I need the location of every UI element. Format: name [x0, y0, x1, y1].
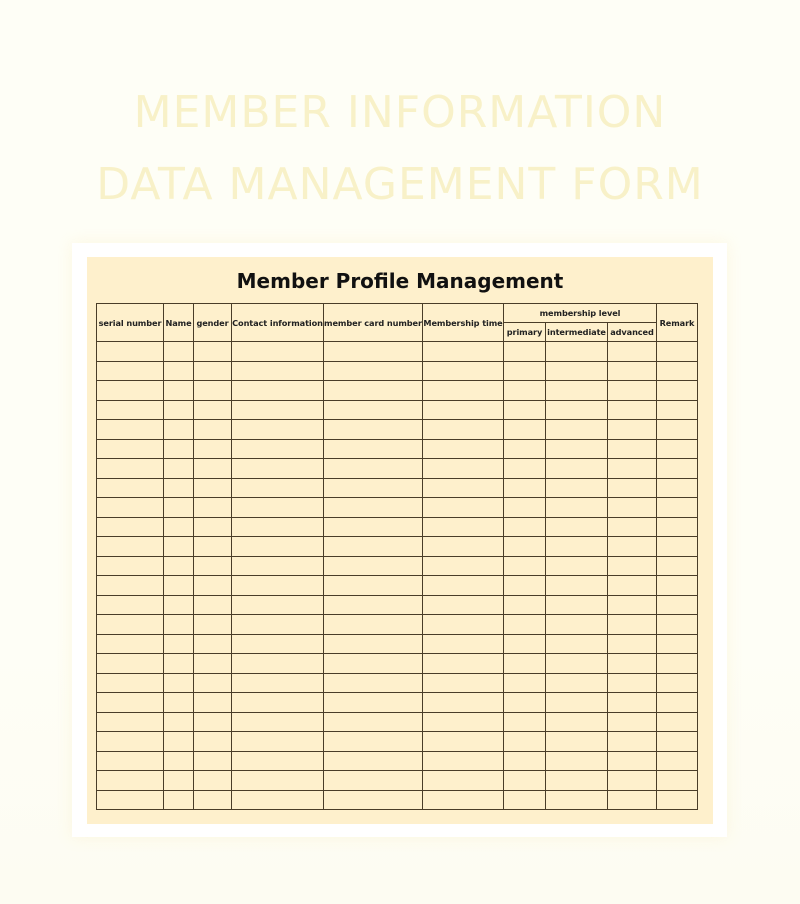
cell-serial-number[interactable]: [97, 634, 164, 654]
cell-member-card-number[interactable]: [324, 478, 423, 498]
cell-membership-time[interactable]: [423, 381, 504, 401]
cell-remark[interactable]: [657, 342, 698, 362]
cell-serial-number[interactable]: [97, 478, 164, 498]
cell-intermediate[interactable]: [546, 634, 608, 654]
cell-contact-information[interactable]: [232, 634, 324, 654]
cell-gender[interactable]: [194, 615, 232, 635]
cell-contact-information[interactable]: [232, 673, 324, 693]
cell-name[interactable]: [164, 381, 194, 401]
cell-name[interactable]: [164, 498, 194, 518]
cell-advanced[interactable]: [608, 400, 657, 420]
cell-contact-information[interactable]: [232, 498, 324, 518]
cell-remark[interactable]: [657, 673, 698, 693]
cell-serial-number[interactable]: [97, 771, 164, 791]
cell-name[interactable]: [164, 439, 194, 459]
cell-member-card-number[interactable]: [324, 693, 423, 713]
column-header-membership-time: Membership time: [423, 304, 504, 342]
cell-membership-time[interactable]: [423, 478, 504, 498]
cell-membership-time[interactable]: [423, 771, 504, 791]
cell-primary[interactable]: [504, 751, 546, 771]
cell-primary[interactable]: [504, 634, 546, 654]
cell-member-card-number[interactable]: [324, 634, 423, 654]
cell-member-card-number[interactable]: [324, 556, 423, 576]
cell-primary[interactable]: [504, 498, 546, 518]
cell-intermediate[interactable]: [546, 498, 608, 518]
cell-serial-number[interactable]: [97, 420, 164, 440]
cell-contact-information[interactable]: [232, 712, 324, 732]
cell-membership-time[interactable]: [423, 420, 504, 440]
cell-intermediate[interactable]: [546, 654, 608, 674]
cell-advanced[interactable]: [608, 634, 657, 654]
cell-primary[interactable]: [504, 615, 546, 635]
cell-advanced[interactable]: [608, 420, 657, 440]
cell-membership-time[interactable]: [423, 751, 504, 771]
cell-membership-time[interactable]: [423, 576, 504, 596]
table-row: [97, 459, 698, 479]
cell-primary[interactable]: [504, 459, 546, 479]
cell-advanced[interactable]: [608, 712, 657, 732]
cell-serial-number[interactable]: [97, 361, 164, 381]
cell-gender[interactable]: [194, 498, 232, 518]
cell-advanced[interactable]: [608, 732, 657, 752]
cell-advanced[interactable]: [608, 498, 657, 518]
cell-name[interactable]: [164, 751, 194, 771]
cell-name[interactable]: [164, 693, 194, 713]
cell-contact-information[interactable]: [232, 342, 324, 362]
column-group-membership-level: membership level: [504, 304, 657, 323]
table-row: [97, 654, 698, 674]
cell-membership-time[interactable]: [423, 595, 504, 615]
cell-remark[interactable]: [657, 439, 698, 459]
cell-membership-time[interactable]: [423, 439, 504, 459]
document-title: Member Profile Management: [236, 269, 564, 293]
table-row: [97, 790, 698, 810]
cell-membership-time[interactable]: [423, 342, 504, 362]
cell-name[interactable]: [164, 478, 194, 498]
cell-name[interactable]: [164, 361, 194, 381]
cell-primary[interactable]: [504, 400, 546, 420]
cell-gender[interactable]: [194, 420, 232, 440]
cell-primary[interactable]: [504, 654, 546, 674]
cell-contact-information[interactable]: [232, 537, 324, 557]
cell-remark[interactable]: [657, 381, 698, 401]
cell-serial-number[interactable]: [97, 517, 164, 537]
cell-intermediate[interactable]: [546, 751, 608, 771]
cell-gender[interactable]: [194, 478, 232, 498]
cell-remark[interactable]: [657, 459, 698, 479]
cell-member-card-number[interactable]: [324, 381, 423, 401]
cell-advanced[interactable]: [608, 693, 657, 713]
table-row: [97, 478, 698, 498]
cell-advanced[interactable]: [608, 771, 657, 791]
cell-gender[interactable]: [194, 595, 232, 615]
cell-member-card-number[interactable]: [324, 790, 423, 810]
cell-remark[interactable]: [657, 712, 698, 732]
cell-membership-time[interactable]: [423, 400, 504, 420]
cell-member-card-number[interactable]: [324, 576, 423, 596]
cell-membership-time[interactable]: [423, 693, 504, 713]
cell-contact-information[interactable]: [232, 576, 324, 596]
cell-gender[interactable]: [194, 381, 232, 401]
cell-gender[interactable]: [194, 654, 232, 674]
cell-remark[interactable]: [657, 498, 698, 518]
table-row: [97, 634, 698, 654]
column-header-gender: gender: [194, 304, 232, 342]
cell-membership-time[interactable]: [423, 361, 504, 381]
cell-intermediate[interactable]: [546, 459, 608, 479]
cell-membership-time[interactable]: [423, 459, 504, 479]
cell-contact-information[interactable]: [232, 361, 324, 381]
cell-primary[interactable]: [504, 732, 546, 752]
cell-intermediate[interactable]: [546, 615, 608, 635]
cell-serial-number[interactable]: [97, 459, 164, 479]
cell-gender[interactable]: [194, 556, 232, 576]
cell-intermediate[interactable]: [546, 517, 608, 537]
cell-primary[interactable]: [504, 693, 546, 713]
cell-serial-number[interactable]: [97, 556, 164, 576]
column-header-primary: primary: [504, 323, 546, 342]
cell-contact-information[interactable]: [232, 478, 324, 498]
cell-member-card-number[interactable]: [324, 537, 423, 557]
cell-remark[interactable]: [657, 790, 698, 810]
cell-gender[interactable]: [194, 732, 232, 752]
cell-serial-number[interactable]: [97, 751, 164, 771]
cell-serial-number[interactable]: [97, 712, 164, 732]
table-row: [97, 381, 698, 401]
cell-advanced[interactable]: [608, 556, 657, 576]
cell-primary[interactable]: [504, 381, 546, 401]
table-row: [97, 751, 698, 771]
table-row: [97, 615, 698, 635]
member-profile-table: [96, 303, 698, 810]
table-row: [97, 693, 698, 713]
cell-member-card-number[interactable]: [324, 459, 423, 479]
cell-gender[interactable]: [194, 576, 232, 596]
cell-intermediate[interactable]: [546, 556, 608, 576]
cell-advanced[interactable]: [608, 342, 657, 362]
cell-name[interactable]: [164, 576, 194, 596]
cell-name[interactable]: [164, 790, 194, 810]
cell-remark[interactable]: [657, 361, 698, 381]
cell-serial-number[interactable]: [97, 400, 164, 420]
cell-advanced[interactable]: [608, 537, 657, 557]
cell-member-card-number[interactable]: [324, 615, 423, 635]
cell-intermediate[interactable]: [546, 732, 608, 752]
table-row: [97, 400, 698, 420]
cell-remark[interactable]: [657, 615, 698, 635]
cell-advanced[interactable]: [608, 459, 657, 479]
cell-serial-number[interactable]: [97, 693, 164, 713]
cell-remark[interactable]: [657, 420, 698, 440]
cell-member-card-number[interactable]: [324, 595, 423, 615]
column-header-intermediate: intermediate: [546, 323, 608, 342]
cell-remark[interactable]: [657, 595, 698, 615]
table-row: [97, 439, 698, 459]
cell-contact-information[interactable]: [232, 771, 324, 791]
cell-advanced[interactable]: [608, 615, 657, 635]
cell-contact-information[interactable]: [232, 790, 324, 810]
cell-serial-number[interactable]: [97, 537, 164, 557]
cell-contact-information[interactable]: [232, 615, 324, 635]
cell-primary[interactable]: [504, 595, 546, 615]
cell-intermediate[interactable]: [546, 439, 608, 459]
cell-serial-number[interactable]: [97, 576, 164, 596]
cell-remark[interactable]: [657, 400, 698, 420]
cell-serial-number[interactable]: [97, 790, 164, 810]
cell-remark[interactable]: [657, 751, 698, 771]
cell-name[interactable]: [164, 420, 194, 440]
table-row: [97, 517, 698, 537]
cell-membership-time[interactable]: [423, 654, 504, 674]
cell-member-card-number[interactable]: [324, 439, 423, 459]
cell-member-card-number[interactable]: [324, 361, 423, 381]
cell-intermediate[interactable]: [546, 537, 608, 557]
table-row: [97, 537, 698, 557]
cell-gender[interactable]: [194, 712, 232, 732]
cell-advanced[interactable]: [608, 381, 657, 401]
cell-intermediate[interactable]: [546, 342, 608, 362]
cell-advanced[interactable]: [608, 595, 657, 615]
cell-remark[interactable]: [657, 732, 698, 752]
cell-membership-time[interactable]: [423, 790, 504, 810]
cell-name[interactable]: [164, 615, 194, 635]
cell-gender[interactable]: [194, 537, 232, 557]
cell-member-card-number[interactable]: [324, 732, 423, 752]
cell-primary[interactable]: [504, 342, 546, 362]
cell-intermediate[interactable]: [546, 478, 608, 498]
cell-gender[interactable]: [194, 459, 232, 479]
cell-gender[interactable]: [194, 400, 232, 420]
cell-primary[interactable]: [504, 517, 546, 537]
cell-membership-time[interactable]: [423, 673, 504, 693]
cell-member-card-number[interactable]: [324, 654, 423, 674]
cell-member-card-number[interactable]: [324, 712, 423, 732]
cell-name[interactable]: [164, 712, 194, 732]
cell-advanced[interactable]: [608, 673, 657, 693]
cell-contact-information[interactable]: [232, 517, 324, 537]
cell-contact-information[interactable]: [232, 439, 324, 459]
cell-member-card-number[interactable]: [324, 517, 423, 537]
cell-name[interactable]: [164, 595, 194, 615]
cell-serial-number[interactable]: [97, 615, 164, 635]
cell-primary[interactable]: [504, 478, 546, 498]
cell-intermediate[interactable]: [546, 595, 608, 615]
cell-member-card-number[interactable]: [324, 673, 423, 693]
cell-gender[interactable]: [194, 634, 232, 654]
cell-intermediate[interactable]: [546, 576, 608, 596]
column-header-remark: Remark: [657, 304, 698, 342]
cell-remark[interactable]: [657, 537, 698, 557]
cell-member-card-number[interactable]: [324, 771, 423, 791]
cell-name[interactable]: [164, 732, 194, 752]
cell-advanced[interactable]: [608, 439, 657, 459]
table-header-row: [97, 304, 698, 323]
cell-contact-information[interactable]: [232, 459, 324, 479]
cell-gender[interactable]: [194, 790, 232, 810]
cell-serial-number[interactable]: [97, 732, 164, 752]
cell-gender[interactable]: [194, 751, 232, 771]
cell-remark[interactable]: [657, 478, 698, 498]
cell-primary[interactable]: [504, 556, 546, 576]
cell-contact-information[interactable]: [232, 654, 324, 674]
cell-intermediate[interactable]: [546, 771, 608, 791]
cell-remark[interactable]: [657, 576, 698, 596]
cell-advanced[interactable]: [608, 517, 657, 537]
table-row: [97, 576, 698, 596]
cell-gender[interactable]: [194, 673, 232, 693]
cell-primary[interactable]: [504, 537, 546, 557]
cell-primary[interactable]: [504, 673, 546, 693]
cell-intermediate[interactable]: [546, 381, 608, 401]
cell-gender[interactable]: [194, 439, 232, 459]
table-row: [97, 420, 698, 440]
cell-serial-number[interactable]: [97, 498, 164, 518]
hero-title-line-2: DATA MANAGEMENT FORM: [96, 159, 704, 210]
cell-advanced[interactable]: [608, 478, 657, 498]
column-header-serial-number: serial number: [97, 304, 164, 342]
cell-name[interactable]: [164, 459, 194, 479]
cell-name[interactable]: [164, 537, 194, 557]
cell-membership-time[interactable]: [423, 537, 504, 557]
cell-remark[interactable]: [657, 634, 698, 654]
cell-advanced[interactable]: [608, 790, 657, 810]
cell-intermediate[interactable]: [546, 400, 608, 420]
cell-member-card-number[interactable]: [324, 400, 423, 420]
cell-membership-time[interactable]: [423, 634, 504, 654]
cell-contact-information[interactable]: [232, 420, 324, 440]
cell-primary[interactable]: [504, 576, 546, 596]
table-row: [97, 771, 698, 791]
cell-membership-time[interactable]: [423, 498, 504, 518]
table-row: [97, 556, 698, 576]
column-header-advanced: advanced: [608, 323, 657, 342]
table-row: [97, 361, 698, 381]
cell-contact-information[interactable]: [232, 595, 324, 615]
column-header-name: Name: [164, 304, 194, 342]
cell-membership-time[interactable]: [423, 556, 504, 576]
cell-primary[interactable]: [504, 771, 546, 791]
cell-intermediate[interactable]: [546, 420, 608, 440]
cell-intermediate[interactable]: [546, 693, 608, 713]
cell-remark[interactable]: [657, 654, 698, 674]
table-row: [97, 595, 698, 615]
cell-contact-information[interactable]: [232, 693, 324, 713]
cell-intermediate[interactable]: [546, 790, 608, 810]
cell-gender[interactable]: [194, 361, 232, 381]
cell-name[interactable]: [164, 771, 194, 791]
cell-intermediate[interactable]: [546, 712, 608, 732]
cell-contact-information[interactable]: [232, 556, 324, 576]
cell-intermediate[interactable]: [546, 361, 608, 381]
cell-gender[interactable]: [194, 517, 232, 537]
cell-primary[interactable]: [504, 361, 546, 381]
hero-title-line-1: MEMBER INFORMATION: [133, 87, 667, 138]
cell-contact-information[interactable]: [232, 751, 324, 771]
cell-name[interactable]: [164, 634, 194, 654]
cell-name[interactable]: [164, 654, 194, 674]
cell-advanced[interactable]: [608, 751, 657, 771]
table-row: [97, 732, 698, 752]
cell-contact-information[interactable]: [232, 381, 324, 401]
cell-gender[interactable]: [194, 771, 232, 791]
cell-primary[interactable]: [504, 712, 546, 732]
cell-advanced[interactable]: [608, 576, 657, 596]
table-row: [97, 342, 698, 362]
cell-primary[interactable]: [504, 420, 546, 440]
cell-name[interactable]: [164, 517, 194, 537]
cell-name[interactable]: [164, 342, 194, 362]
cell-membership-time[interactable]: [423, 712, 504, 732]
cell-member-card-number[interactable]: [324, 420, 423, 440]
column-header-contact-information: Contact information: [232, 304, 324, 342]
cell-membership-time[interactable]: [423, 517, 504, 537]
cell-member-card-number[interactable]: [324, 751, 423, 771]
cell-name[interactable]: [164, 673, 194, 693]
cell-gender[interactable]: [194, 342, 232, 362]
cell-primary[interactable]: [504, 439, 546, 459]
cell-member-card-number[interactable]: [324, 342, 423, 362]
cell-remark[interactable]: [657, 517, 698, 537]
cell-remark[interactable]: [657, 556, 698, 576]
cell-intermediate[interactable]: [546, 673, 608, 693]
cell-name[interactable]: [164, 400, 194, 420]
table-row: [97, 673, 698, 693]
cell-contact-information[interactable]: [232, 400, 324, 420]
cell-membership-time[interactable]: [423, 732, 504, 752]
cell-serial-number[interactable]: [97, 342, 164, 362]
table-row: [97, 498, 698, 518]
cell-contact-information[interactable]: [232, 732, 324, 752]
cell-serial-number[interactable]: [97, 654, 164, 674]
cell-advanced[interactable]: [608, 361, 657, 381]
cell-serial-number[interactable]: [97, 673, 164, 693]
cell-serial-number[interactable]: [97, 595, 164, 615]
cell-advanced[interactable]: [608, 654, 657, 674]
column-header-member-card-number: member card number: [324, 304, 423, 342]
cell-member-card-number[interactable]: [324, 498, 423, 518]
cell-serial-number[interactable]: [97, 439, 164, 459]
cell-primary[interactable]: [504, 790, 546, 810]
cell-serial-number[interactable]: [97, 381, 164, 401]
cell-name[interactable]: [164, 556, 194, 576]
cell-remark[interactable]: [657, 771, 698, 791]
cell-remark[interactable]: [657, 693, 698, 713]
table-row: [97, 712, 698, 732]
cell-membership-time[interactable]: [423, 615, 504, 635]
table-body: [97, 342, 698, 810]
cell-gender[interactable]: [194, 693, 232, 713]
